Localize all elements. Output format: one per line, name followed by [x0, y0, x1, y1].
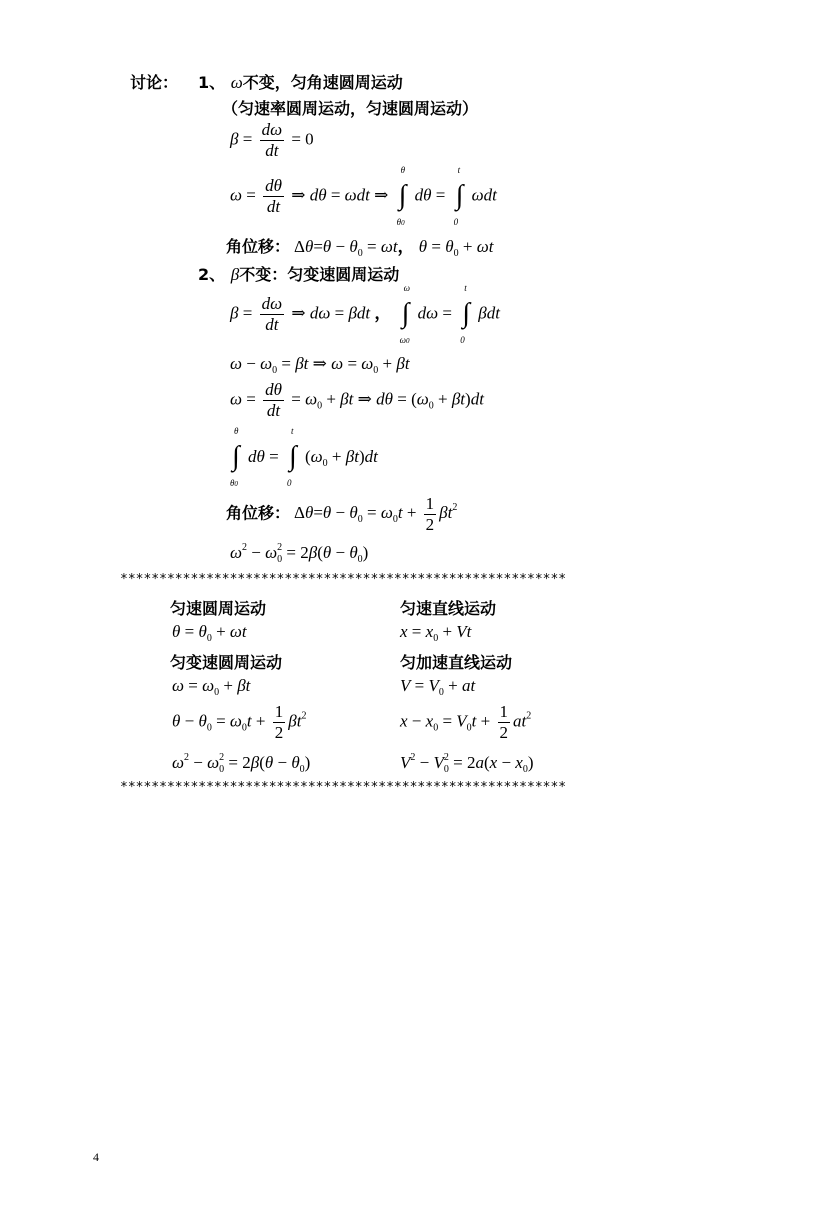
angular-displacement-label: 角位移： [226, 237, 291, 256]
angular-displacement-label-2: 角位移： [226, 503, 291, 523]
eq-beta-integral: β = $\frac{d\omega}{dt}$ ⇒ dω = βdt ， ω ∫ ω0 dω = t ∫ 0 βdt [230, 282, 500, 345]
eq-beta-zero: β = $\frac{d\omega}{dt}$ = 0 [230, 120, 314, 160]
eq-theta-integral: θ ∫ θ0 dθ = t ∫ 0 $(\omega_0 + \beta t)dt$ [230, 426, 378, 488]
case1-heading: 1、 ω不变，匀角速圆周运动 [198, 73, 403, 92]
eq-omega-linear: $\omega - \omega_0 = \beta t$ ⇒ $\omega = \omega_0 + \beta t$ [230, 354, 410, 376]
accel-linear-heading: 匀加速直线运动 [400, 653, 513, 672]
eq-uniform-circular: $\theta = \theta_0 + \omega t$ [172, 622, 247, 644]
eq-omega-integral: ω = $\frac{d\theta}{dt}$ ⇒ dθ = ωdt ⇒ θ ∫ θ0 dθ = t ∫ 0 ωdt [230, 164, 497, 227]
case2-title: 不变：匀变速圆周运动 [239, 265, 400, 284]
accel-circular-heading: 匀变速圆周运动 [170, 653, 283, 672]
eq-omega-squared-summary: $\omega^2 - \omega_0^2 = 2\beta(\theta - \theta_0)$ [172, 752, 311, 775]
uniform-linear-heading: 匀速直线运动 [400, 599, 497, 618]
eq-x-quadratic: $x - x_0 = V_0t$ + $\frac{1}{2}$ $at^2$ [400, 702, 532, 742]
uniform-circular-heading: 匀速圆周运动 [170, 599, 267, 618]
eq-v-squared-summary: $V^2 - V_0^2 = 2a(x - x_0)$ [400, 752, 534, 775]
eq-v-at: $V = V_0$ + at [400, 676, 476, 698]
case1-number: 1、 [198, 73, 226, 92]
eq-dtheta: ω = $\frac{d\theta}{dt}$ = $\omega_0 + \beta t$ ⇒ $d\theta = (\omega_0 + \beta t)dt$ [230, 380, 484, 420]
eq-omega-squared: $\omega^2 - \omega_0^2 = 2\beta(\theta - \theta_0)$ [230, 542, 369, 565]
discussion-label: 讨论： [130, 73, 179, 92]
case1-title: 不变，匀角速圆周运动 [242, 73, 403, 92]
separator-top: ********************************************************* [120, 572, 567, 587]
case1-angular-displacement: 角位移： $\Delta\theta=\theta - \theta_0 = \omega t$， $\theta = \theta_0 + \omega t$ [226, 237, 494, 259]
case2-heading: 2、 β不变：匀变速圆周运动 [198, 265, 400, 284]
eq-theta-quadratic: $\theta - \theta_0 = \omega_0t$ + $\frac{1}{2}$ $\beta t^2$ [172, 702, 307, 742]
case2-angular-displacement: 角位移： $\Delta\theta=\theta - \theta_0 = \omega_0t$ + $\frac{1}{2}$ $\beta t^2$ [226, 494, 458, 534]
case2-number: 2、 [198, 265, 226, 284]
eq-uniform-linear: $x = x_0 + Vt$ [400, 622, 472, 644]
eq-omega-beta: $\omega = \omega_0 + \beta t$ [172, 676, 251, 698]
separator-bottom: ********************************************************* [120, 780, 567, 795]
case1-subtitle: （匀速率圆周运动，匀速圆周运动） [222, 99, 479, 118]
page-number: 4 [93, 1150, 99, 1164]
